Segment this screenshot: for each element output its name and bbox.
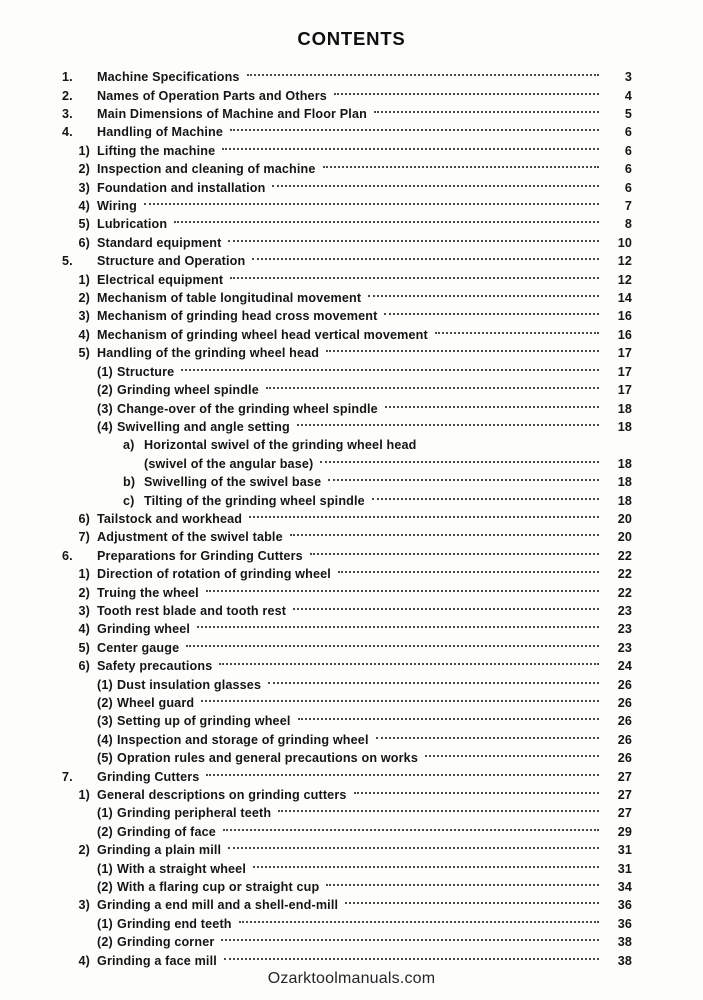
toc-entry-number: 3) (78, 180, 90, 195)
toc-entry (0, 823, 632, 841)
toc-entry-number: 7. (62, 769, 73, 784)
toc-entry-number: 6) (78, 235, 90, 250)
toc-entry (0, 178, 632, 196)
toc-dot-leader (384, 313, 599, 315)
toc-entry-page: 26 (617, 677, 632, 692)
toc-dot-leader (222, 148, 599, 150)
toc-entry-page: 27 (617, 769, 632, 784)
toc-entry-page: 26 (617, 732, 632, 747)
toc-entry-page: 17 (617, 346, 632, 361)
toc-dot-leader (252, 258, 599, 260)
toc-entry-page: 18 (617, 401, 632, 416)
toc-entry-title: Handling of the grinding wheel head (97, 346, 320, 361)
toc-dot-leader (201, 700, 599, 702)
toc-entry-page: 6 (624, 162, 632, 177)
toc-entry-number: 2) (78, 162, 90, 177)
toc-entry-page: 12 (617, 272, 632, 287)
toc-entry-page: 17 (617, 364, 632, 379)
toc-entry-number: (1) (97, 916, 113, 931)
toc-entry (0, 436, 632, 454)
toc-entry (0, 399, 632, 417)
toc-entry-title: Horizontal swivel of the grinding wheel head (144, 438, 417, 453)
toc-entry (0, 123, 632, 141)
toc-entry (0, 68, 632, 86)
toc-entry-page: 31 (617, 843, 632, 858)
toc-entry-title: Wiring (97, 199, 137, 214)
toc-dot-leader (323, 166, 599, 168)
toc-entry-number: 6. (62, 548, 73, 563)
toc-entry-title: Grinding end teeth (117, 916, 232, 931)
toc-dot-leader (320, 461, 599, 463)
toc-entry (0, 234, 632, 252)
toc-entry-number: (4) (97, 732, 113, 747)
toc-dot-leader (268, 682, 599, 684)
toc-entry-number: 4) (78, 622, 90, 637)
toc-entry (0, 252, 632, 270)
toc-entry-title: Tilting of the grinding wheel spindle (144, 493, 365, 508)
toc-dot-leader (290, 534, 599, 536)
toc-entry-page: 16 (617, 309, 632, 324)
toc-entry-page: 6 (624, 143, 632, 158)
toc-dot-leader (272, 185, 599, 187)
toc-entry-number: 3) (78, 309, 90, 324)
toc-dot-leader (326, 884, 599, 886)
toc-entry-number: 3) (78, 898, 90, 913)
toc-entry-page: 26 (617, 751, 632, 766)
toc-entry (0, 363, 632, 381)
toc-entry-number: (5) (97, 751, 113, 766)
toc-entry (0, 289, 632, 307)
toc-entry (0, 675, 632, 693)
toc-entry (0, 786, 632, 804)
toc-dot-leader (435, 332, 599, 334)
toc-entry-title: Adjustment of the swivel table (97, 530, 283, 545)
toc-entry-number: (1) (97, 806, 113, 821)
toc-entry-title: Grinding Cutters (97, 769, 200, 784)
toc-entry-number: 5. (62, 254, 73, 269)
toc-dot-leader (328, 479, 599, 481)
toc-entry-page: 16 (617, 327, 632, 342)
toc-entry-page: 38 (617, 935, 632, 950)
toc-entry (0, 878, 632, 896)
toc-entry (0, 639, 632, 657)
toc-entry-title: (swivel of the angular base) (144, 456, 314, 471)
toc-entry (0, 804, 632, 822)
toc-entry (0, 694, 632, 712)
toc-entry-title: Safety precautions (97, 659, 213, 674)
toc-entry-number: (2) (97, 880, 113, 895)
toc-dot-leader (228, 847, 599, 849)
toc-entry-title: Tailstock and workhead (97, 511, 243, 526)
toc-dot-leader (266, 387, 599, 389)
toc-dot-leader (219, 663, 599, 665)
toc-entry-page: 10 (617, 235, 632, 250)
toc-entry-title: Grinding corner (117, 935, 215, 950)
toc-dot-leader (298, 718, 599, 720)
toc-entry-page: 6 (624, 180, 632, 195)
toc-entry-title: Machine Specifications (97, 70, 240, 85)
toc-entry-page: 12 (617, 254, 632, 269)
toc-entry-page: 23 (617, 622, 632, 637)
toc-entry-page: 18 (617, 493, 632, 508)
toc-entry (0, 749, 632, 767)
toc-entry (0, 767, 632, 785)
toc-entry (0, 915, 632, 933)
toc-entry-page: 14 (617, 291, 632, 306)
toc-entry (0, 270, 632, 288)
toc-entry-number: 4) (78, 327, 90, 342)
toc-entry-page: 24 (617, 659, 632, 674)
toc-entry-number: 4. (62, 125, 73, 140)
toc-entry-title: General descriptions on grinding cutters (97, 788, 347, 803)
toc-entry (0, 547, 632, 565)
toc-dot-leader (247, 74, 599, 76)
toc-dot-leader (221, 939, 599, 941)
toc-entry-title: Inspection and cleaning of machine (97, 162, 316, 177)
toc-entry-page: 7 (624, 199, 632, 214)
toc-entry-title: Names of Operation Parts and Others (97, 88, 327, 103)
toc-dot-leader (278, 810, 599, 812)
toc-entry-page: 17 (617, 383, 632, 398)
toc-entry-number: (2) (97, 383, 113, 398)
toc-entry-number: 4) (78, 199, 90, 214)
toc-dot-leader (228, 240, 599, 242)
toc-entry-number: 2) (78, 291, 90, 306)
toc-dot-leader (181, 369, 599, 371)
toc-entry (0, 510, 632, 528)
toc-entry-title: With a straight wheel (117, 861, 246, 876)
toc-entry-page: 18 (617, 419, 632, 434)
toc-entry-page: 3 (624, 70, 632, 85)
toc-dot-leader (374, 111, 599, 113)
toc-entry-title: Center gauge (97, 640, 180, 655)
toc-entry (0, 473, 632, 491)
toc-dot-leader (249, 516, 599, 518)
toc-entry-title: Electrical equipment (97, 272, 224, 287)
toc-entry-page: 38 (617, 953, 632, 968)
toc-entry-title: Foundation and installation (97, 180, 266, 195)
toc-entry-number: (4) (97, 419, 113, 434)
toc-entry-page: 23 (617, 603, 632, 618)
toc-entry-title: Inspection and storage of grinding wheel (117, 732, 369, 747)
toc-entry (0, 326, 632, 344)
toc-list (0, 68, 632, 970)
toc-entry-page: 8 (624, 217, 632, 232)
toc-dot-leader (372, 498, 599, 500)
toc-entry-number: (1) (97, 677, 113, 692)
toc-entry-number: 1) (78, 272, 90, 287)
toc-entry-page: 26 (617, 696, 632, 711)
toc-entry-page: 22 (617, 567, 632, 582)
toc-entry (0, 620, 632, 638)
toc-entry (0, 197, 632, 215)
toc-dot-leader (310, 553, 599, 555)
toc-entry (0, 491, 632, 509)
toc-entry-number: 6) (78, 659, 90, 674)
toc-entry-number: b) (123, 475, 136, 490)
toc-entry-title: Swivelling of the swivel base (144, 475, 322, 490)
toc-dot-leader (297, 424, 599, 426)
toc-entry-title: Grinding of face (117, 824, 216, 839)
toc-entry-page: 27 (617, 806, 632, 821)
toc-entry-number: 2) (78, 843, 90, 858)
toc-entry (0, 933, 632, 951)
toc-entry (0, 455, 632, 473)
toc-entry-title: Grinding wheel spindle (117, 383, 259, 398)
toc-entry-number: (1) (97, 861, 113, 876)
toc-entry-number: (2) (97, 824, 113, 839)
toc-entry-title: Truing the wheel (97, 585, 199, 600)
toc-entry-number: 5) (78, 217, 90, 232)
toc-entry-title: Grinding a face mill (97, 953, 217, 968)
toc-entry (0, 528, 632, 546)
toc-entry (0, 657, 632, 675)
toc-entry (0, 952, 632, 970)
toc-dot-leader (144, 203, 599, 205)
toc-entry-title: Structure (117, 364, 175, 379)
toc-entry-number: 1) (78, 143, 90, 158)
toc-entry-page: 20 (617, 530, 632, 545)
toc-dot-leader (206, 590, 599, 592)
toc-entry (0, 602, 632, 620)
toc-entry-page: 29 (617, 824, 632, 839)
toc-entry (0, 841, 632, 859)
toc-dot-leader (338, 571, 599, 573)
toc-entry-number: 3. (62, 107, 73, 122)
toc-entry-title: Tooth rest blade and tooth rest (97, 603, 287, 618)
toc-entry-title: Lifting the machine (97, 143, 216, 158)
toc-entry-page: 22 (617, 585, 632, 600)
toc-entry-title: Swivelling and angle setting (117, 419, 290, 434)
footer-watermark: Ozarktoolmanuals.com (267, 970, 436, 987)
toc-entry (0, 307, 632, 325)
toc-entry-title: Main Dimensions of Machine and Floor Plan (97, 107, 367, 122)
toc-entry-number: (2) (97, 696, 113, 711)
toc-entry-title: Change-over of the grinding wheel spindle (117, 401, 378, 416)
toc-entry-title: Grinding a plain mill (97, 843, 222, 858)
toc-entry-page: 18 (617, 456, 632, 471)
toc-dot-leader (354, 792, 599, 794)
toc-entry (0, 86, 632, 104)
toc-entry-title: Mechanism of table longitudinal movement (97, 291, 362, 306)
toc-dot-leader (230, 129, 599, 131)
toc-entry-title: Dust insulation glasses (117, 677, 262, 692)
toc-entry-number: 3) (78, 603, 90, 618)
toc-entry-number: 5) (78, 346, 90, 361)
page-title: CONTENTS (297, 28, 406, 49)
toc-entry (0, 381, 632, 399)
toc-entry-title: Grinding wheel (97, 622, 191, 637)
toc-dot-leader (293, 608, 599, 610)
toc-entry-page: 36 (617, 898, 632, 913)
toc-entry (0, 418, 632, 436)
toc-dot-leader (253, 866, 599, 868)
toc-entry-number: 6) (78, 511, 90, 526)
toc-dot-leader (385, 406, 599, 408)
toc-entry-title: Wheel guard (117, 696, 195, 711)
toc-dot-leader (197, 626, 599, 628)
toc-entry-page: 18 (617, 475, 632, 490)
toc-entry-page: 27 (617, 788, 632, 803)
toc-entry (0, 142, 632, 160)
toc-dot-leader (224, 958, 599, 960)
toc-entry-title: Grinding a end mill and a shell-end-mill (97, 898, 339, 913)
toc-entry-title: With a flaring cup or straight cup (117, 880, 320, 895)
toc-entry (0, 160, 632, 178)
toc-entry (0, 344, 632, 362)
toc-entry-number: 1) (78, 788, 90, 803)
toc-entry-number: 7) (78, 530, 90, 545)
toc-entry-title: Mechanism of grinding wheel head vertical movement (97, 327, 428, 342)
toc-entry-page: 5 (624, 107, 632, 122)
toc-dot-leader (223, 829, 599, 831)
toc-entry (0, 859, 632, 877)
toc-entry-number: (3) (97, 401, 113, 416)
toc-entry-number: 5) (78, 640, 90, 655)
toc-dot-leader (206, 774, 599, 776)
toc-entry-title: Preparations for Grinding Cutters (97, 548, 303, 563)
toc-entry-number: (2) (97, 935, 113, 950)
toc-entry-number: c) (123, 493, 135, 508)
toc-entry-title: Grinding peripheral teeth (117, 806, 272, 821)
toc-entry-page: 4 (624, 88, 632, 103)
toc-dot-leader (230, 277, 599, 279)
toc-entry-title: Opration rules and general precautions on works (117, 751, 418, 766)
toc-entry-title: Standard equipment (97, 235, 222, 250)
toc-entry-page: 31 (617, 861, 632, 876)
toc-entry (0, 565, 632, 583)
toc-entry (0, 105, 632, 123)
toc-entry (0, 896, 632, 914)
toc-entry-page: 6 (624, 125, 632, 140)
toc-dot-leader (326, 350, 599, 352)
toc-entry-number: 2. (62, 88, 73, 103)
toc-entry-number: 2) (78, 585, 90, 600)
toc-entry-page: 34 (617, 880, 632, 895)
toc-entry-number: 1) (78, 567, 90, 582)
toc-entry (0, 712, 632, 730)
toc-entry-title: Setting up of grinding wheel (117, 714, 291, 729)
toc-dot-leader (239, 921, 599, 923)
toc-dot-leader (425, 755, 599, 757)
toc-entry-page: 20 (617, 511, 632, 526)
toc-entry (0, 731, 632, 749)
toc-dot-leader (334, 93, 599, 95)
toc-dot-leader (345, 902, 599, 904)
toc-entry-number: (3) (97, 714, 113, 729)
toc-entry-page: 36 (617, 916, 632, 931)
toc-entry-title: Mechanism of grinding head cross movement (97, 309, 378, 324)
toc-dot-leader (368, 295, 599, 297)
toc-dot-leader (174, 221, 599, 223)
toc-entry (0, 583, 632, 601)
toc-entry-page: 26 (617, 714, 632, 729)
toc-entry-number: 1. (62, 70, 73, 85)
toc-entry-title: Structure and Operation (97, 254, 246, 269)
toc-entry-number: (1) (97, 364, 113, 379)
toc-dot-leader (376, 737, 599, 739)
toc-entry-title: Lubrication (97, 217, 168, 232)
toc-entry (0, 215, 632, 233)
toc-dot-leader (186, 645, 599, 647)
toc-entry-number: 4) (78, 953, 90, 968)
toc-entry-title: Handling of Machine (97, 125, 223, 140)
toc-entry-page: 23 (617, 640, 632, 655)
toc-entry-page: 22 (617, 548, 632, 563)
toc-entry-number: a) (123, 438, 135, 453)
toc-entry-title: Direction of rotation of grinding wheel (97, 567, 331, 582)
